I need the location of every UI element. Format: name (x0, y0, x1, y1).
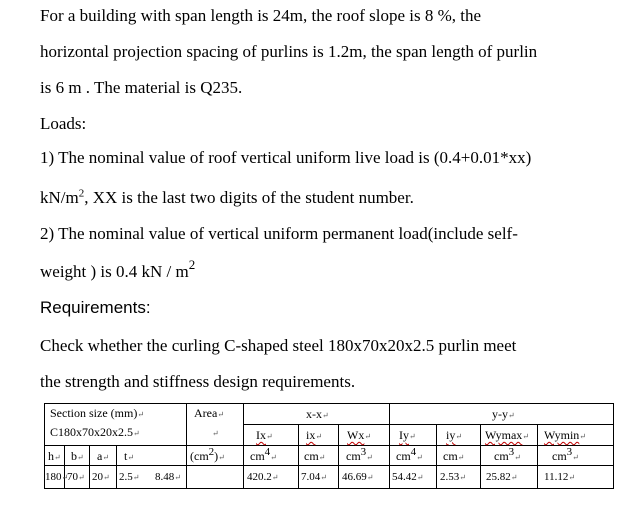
Wymin-label: Wymin (544, 428, 580, 442)
section-name (50, 425, 140, 441)
value-area (155, 470, 181, 485)
requirement-line-2: the strength and stiffness design requirements. (40, 372, 356, 391)
value-h (45, 470, 68, 485)
return-mark: ↵ (416, 453, 423, 462)
value-t (119, 470, 139, 485)
dim-t-label: t (124, 449, 128, 463)
value-Wymax (486, 470, 517, 485)
Wymin-unit (552, 446, 579, 465)
load-2-line-1: 2) The nominal value of vertical uniform permanent load(include self- (40, 224, 518, 243)
return-mark: ↵ (416, 473, 424, 482)
return-mark: ↵ (102, 453, 110, 462)
section-size-header (50, 406, 144, 422)
value-h-text: 180 (45, 471, 62, 483)
dim-t-header (124, 449, 134, 465)
return-mark: ↵ (322, 411, 329, 420)
iy-unit (443, 449, 464, 465)
table-col-rule (389, 403, 390, 489)
dim-b-header (71, 449, 84, 465)
dim-h-label: h (48, 449, 54, 463)
dim-a-label: a (97, 449, 103, 463)
table-col-rule (436, 425, 437, 489)
value-Wymin-text: 11.12 (544, 471, 569, 483)
table-rule-units (44, 465, 614, 466)
Iy-unit-base: cm (396, 449, 411, 463)
load-1-note: , XX is the last two digits of the student number. (84, 188, 414, 207)
return-mark: ↵ (568, 473, 576, 482)
return-mark: ↵ (455, 432, 463, 441)
Wymax-unit-exponent: 3 (508, 446, 515, 458)
return-mark: ↵ (270, 453, 277, 462)
return-mark: ↵ (133, 429, 140, 438)
return-mark: ↵ (514, 453, 521, 462)
return-mark: ↵ (508, 411, 515, 420)
area-unit-open: (cm (190, 449, 209, 463)
value-a-text: 20 (92, 471, 103, 483)
Ix-unit-base: cm (250, 449, 265, 463)
Iy-unit (396, 446, 423, 465)
area-label: Area (194, 406, 218, 420)
return-mark: ↵ (579, 432, 586, 441)
return-mark: ↵ (271, 473, 279, 482)
value-iy (440, 470, 466, 485)
yy-axis-label: y-y (492, 407, 508, 421)
Iy-label: Iy (399, 428, 409, 442)
return-mark: ↵ (510, 473, 518, 482)
paragraph-line-1: For a building with span length is 24m, the roof slope is 8 %, the (40, 6, 482, 25)
return-mark: ↵ (364, 432, 372, 441)
Ix-unit-exponent: 4 (264, 446, 271, 458)
dim-a-header (97, 449, 109, 465)
Wymin-header (544, 428, 586, 444)
Ix-unit (250, 446, 277, 465)
value-Wymax-text: 25.82 (486, 471, 511, 483)
table-col-rule (243, 403, 244, 489)
load-1-unit: kN/m (40, 188, 79, 207)
return-mark: ↵ (320, 473, 327, 482)
area-unit-close: ) (214, 449, 219, 463)
return-mark: ↵ (174, 473, 181, 482)
return-mark: ↵ (266, 432, 273, 441)
ix-unit (304, 449, 325, 465)
return-mark: ↵ (132, 473, 140, 482)
load-1-line-1: 1) The nominal value of roof vertical uniform live load is (0.4+0.01*xx) (40, 148, 532, 167)
requirement-line-1: Check whether the curling C-shaped steel 180x70x20x2.5 purlin meet (40, 336, 517, 355)
Wymax-unit-base: cm (494, 449, 509, 463)
Wx-header (347, 428, 371, 444)
Wymax-header (485, 428, 529, 444)
load-2-text: weight ) is 0.4 kN / m (40, 262, 189, 281)
return-mark: ↵ (217, 410, 225, 419)
Wx-label: Wx (347, 428, 365, 442)
paragraph-line-2: horizontal projection spacing of purlins is 1.2m, the span length of purlin (40, 42, 538, 61)
return-mark: ↵ (218, 453, 225, 462)
area-header (194, 406, 224, 422)
return-mark: ↵ (103, 473, 110, 482)
area-unit (190, 446, 225, 465)
table-col-rule (537, 425, 538, 489)
load-2-unit-exponent: 2 (188, 257, 196, 272)
return-mark: ↵ (127, 453, 135, 462)
Iy-unit-exponent: 4 (410, 446, 417, 458)
Wx-unit-base: cm (346, 449, 361, 463)
value-a (92, 470, 110, 485)
iy-header (446, 428, 462, 444)
Wymax-unit (494, 446, 521, 465)
dim-h-header (48, 449, 61, 465)
table-col-rule (298, 425, 299, 489)
section-properties-table (44, 403, 614, 489)
iy-unit-base: cm (443, 449, 458, 463)
value-iy-text: 2.53 (440, 471, 460, 483)
Wx-unit-exponent: 3 (360, 446, 367, 458)
return-mark: ↵ (522, 432, 529, 441)
value-ix-text: 7.04 (301, 471, 321, 483)
paragraph-line-3: is 6 m . The material is Q235. (40, 78, 243, 97)
value-b (67, 470, 85, 485)
value-Wx (342, 470, 373, 485)
section-size-label: Section size (mm) (50, 406, 138, 420)
area-unit-exponent: 2 (208, 446, 215, 458)
return-mark: ↵ (457, 453, 465, 462)
table-col-rule (89, 446, 90, 489)
xx-axis-label: x-x (306, 407, 322, 421)
return-mark: ↵ (315, 432, 323, 441)
return-mark: ↵ (459, 473, 466, 482)
Ix-header (256, 428, 273, 444)
ix-header (306, 428, 322, 444)
table-col-rule (186, 403, 187, 489)
dim-b-label: b (71, 449, 77, 463)
Wymax-label: Wymax (485, 428, 523, 442)
return-mark: ↵ (137, 410, 145, 419)
value-Iy-text: 54.42 (392, 471, 417, 483)
loads-heading: Loads: (40, 114, 87, 133)
value-t-text: 2.5 (119, 471, 133, 483)
return-mark: ↵ (61, 473, 69, 482)
table-rule-header (44, 445, 614, 446)
value-Ix-text: 420.2 (247, 471, 272, 483)
section-name-text: C180x70x20x2.5 (50, 425, 134, 439)
return-mark: ↵ (366, 453, 373, 462)
return-mark: ↵ (409, 432, 416, 441)
return-mark: ↵ (572, 453, 579, 462)
ix-unit-base: cm (304, 449, 319, 463)
yy-axis-header (492, 407, 515, 423)
Wymin-unit-base: cm (552, 449, 567, 463)
table-col-rule (116, 446, 117, 489)
Ix-label: Ix (256, 428, 266, 442)
return-mark: ↵ (77, 453, 84, 462)
value-Wx-text: 46.69 (342, 471, 367, 483)
Wymin-unit-exponent: 3 (566, 446, 573, 458)
area-empty-mark: ↵ (212, 429, 219, 438)
return-mark: ↵ (318, 453, 326, 462)
ix-label: ix (306, 428, 316, 442)
iy-label: iy (446, 428, 456, 442)
load-2-line-2 (40, 257, 196, 282)
value-Wymin (544, 470, 575, 485)
Iy-header (399, 428, 416, 444)
load-1-unit-exponent: 2 (78, 187, 85, 200)
value-Iy (392, 470, 423, 485)
return-mark: ↵ (366, 473, 374, 482)
value-b-text: 70 (67, 471, 78, 483)
Wx-unit (346, 446, 373, 465)
value-area-text: 8.48 (155, 471, 175, 483)
xx-axis-header (306, 407, 329, 423)
value-Ix (247, 470, 278, 485)
return-mark: ↵ (54, 453, 61, 462)
load-1-line-2 (40, 188, 414, 208)
requirements-heading: Requirements: (40, 298, 151, 317)
table-col-rule (480, 425, 481, 489)
value-ix (301, 470, 327, 485)
return-mark: ↵ (78, 473, 85, 482)
table-col-rule (338, 425, 339, 489)
